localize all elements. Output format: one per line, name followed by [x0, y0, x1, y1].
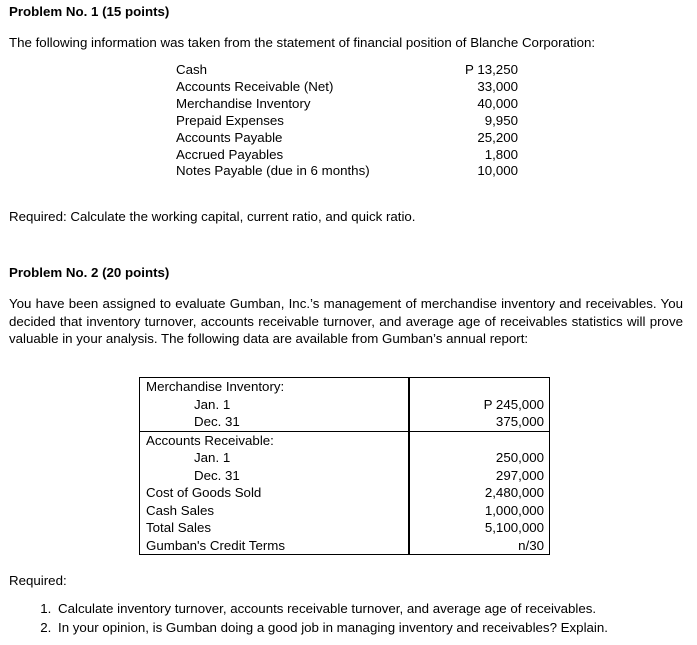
total-sales-label: Total Sales — [146, 520, 212, 535]
list-item-value: 40,000 — [477, 95, 518, 111]
table-cell — [410, 378, 550, 432]
list-item-value: 9,950 — [484, 112, 518, 128]
receivables-dec-value: 297,000 — [495, 467, 544, 483]
inventory-jan-value: P 245,000 — [483, 396, 544, 412]
credit-terms-label: Gumban's Credit Terms — [146, 537, 286, 553]
receivables-jan-label: Jan. 1 — [194, 450, 231, 465]
cash-sales-value: 1,000,000 — [484, 502, 544, 518]
required-list — [21, 600, 608, 637]
list-item-value: 1,800 — [484, 146, 518, 162]
list-item-label: Accrued Payables — [176, 146, 284, 162]
problem1-item-list — [176, 62, 370, 180]
list-item-value: 25,200 — [477, 129, 518, 145]
list-item-value: 33,000 — [477, 78, 518, 94]
data-table — [139, 377, 550, 555]
table-cell — [410, 431, 550, 555]
list-item-value: P 13,250 — [465, 62, 518, 77]
list-item-label: Merchandise Inventory — [176, 95, 311, 111]
cogs-value: 2,480,000 — [484, 485, 544, 500]
credit-terms-value: n/30 — [518, 537, 544, 553]
problem1-value-list — [430, 62, 518, 180]
receivables-jan-value: 250,000 — [495, 450, 544, 465]
table-cell — [140, 431, 409, 555]
inventory-header: Merchandise Inventory: — [146, 379, 285, 394]
problem2-intro: You have been assigned to evaluate Gumban, Inc.’s management of merchandise inventory and receivables. You decided that inventory turnover, accounts receivable turnover, and average age of receivables statistics will prove valuable in your analysis. The following data are available from Gumban’s annual report: — [9, 296, 683, 346]
problem1-intro: The following information was taken from the statement of financial position of Blanche Corporation: — [9, 35, 596, 50]
list-item-label: Prepaid Expenses — [176, 112, 284, 128]
receivables-dec-label: Dec. 31 — [194, 467, 240, 483]
list-item-label: Cash — [176, 62, 208, 77]
receivables-header: Accounts Receivable: — [146, 432, 274, 448]
inventory-dec-value: 375,000 — [495, 414, 544, 429]
list-item: 1. Calculate inventory turnover, accounts receivable turnover, and average age of receivables. — [55, 600, 608, 619]
problem1-required: Required: Calculate the working capital, current ratio, and quick ratio. — [9, 209, 416, 224]
table-row — [140, 431, 550, 555]
inventory-dec-label: Dec. 31 — [194, 414, 240, 429]
table-row — [140, 378, 550, 432]
inventory-jan-label: Jan. 1 — [194, 396, 231, 412]
list-item: 2. In your opinion, is Gumban doing a good job in managing inventory and receivables? Explain. — [55, 619, 608, 638]
list-item-label: Accounts Receivable (Net) — [176, 78, 334, 94]
cash-sales-label: Cash Sales — [146, 502, 214, 518]
problem2-required-label: Required: — [9, 573, 67, 588]
cogs-label: Cost of Goods Sold — [146, 485, 262, 500]
list-item-value: 10,000 — [477, 163, 518, 179]
table-cell — [140, 378, 409, 432]
total-sales-value: 5,100,000 — [484, 520, 544, 535]
list-item-label: Notes Payable (due in 6 months) — [176, 163, 370, 179]
problem2-title: Problem No. 2 (20 points) — [9, 265, 170, 280]
list-item-label: Accounts Payable — [176, 129, 283, 145]
problem1-title: Problem No. 1 (15 points) — [9, 4, 170, 19]
